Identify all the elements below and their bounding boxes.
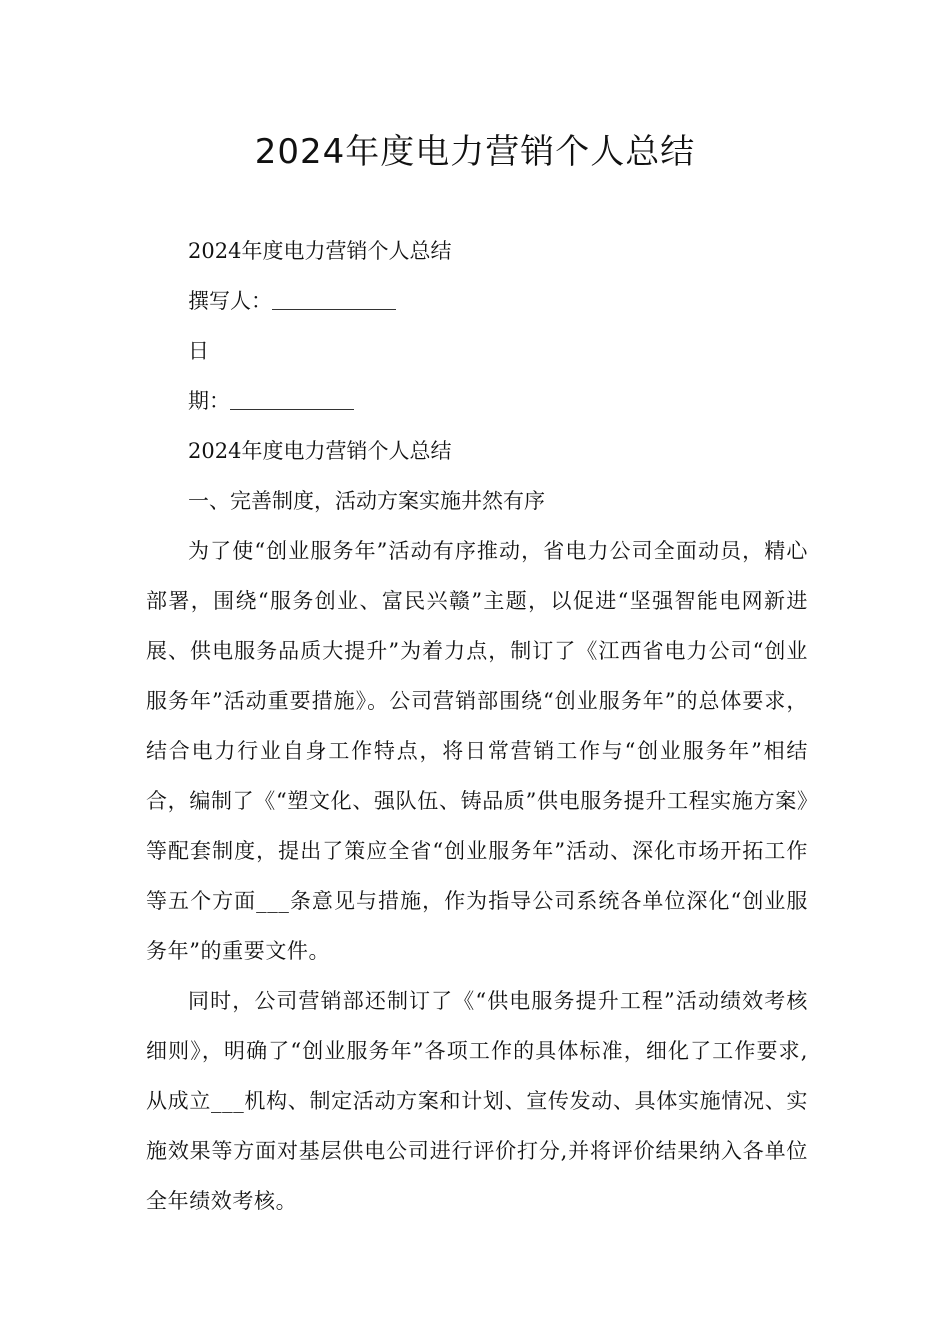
subtitle-line: 2024年度电力营销个人总结 (188, 239, 452, 263)
author-line (146, 276, 808, 326)
repeat-title-line: 2024年度电力营销个人总结 (188, 439, 452, 463)
document-body (146, 226, 808, 1226)
paragraph-2: 同时，公司营销部还制订了《“供电服务提升工程”活动绩效考核细则》，明确了“创业服务年”各项工作的具体标准，细化了工作要求,从成立___机构、制定活动方案和计划、宣传发动、具体实施情况、实施效果等方面对基层供电公司进行评价打分,并将评价结果纳入各单位全年绩效考核。 (146, 989, 808, 1213)
date-blank[interactable] (230, 383, 354, 410)
date-line (146, 376, 808, 426)
date-label: 期： (188, 389, 230, 413)
author-blank[interactable] (272, 283, 396, 310)
document-title: 2024年度电力营销个人总结 (254, 132, 696, 172)
author-label: 撰写人： (188, 289, 272, 313)
date-label-line-1: 日 (188, 339, 209, 363)
section-heading: 一、完善制度，活动方案实施井然有序 (188, 489, 545, 513)
paragraph-1: 为了使“创业服务年”活动有序推动，省电力公司全面动员，精心部署，围绕“服务创业、富民兴赣”主题，以促进“坚强智能电网新进展、供电服务品质大提升”为着力点，制订了《江西省电力公司“创业服务年”活动重要措施》。公司营销部围绕“创业服务年”的总体要求，结合电力行业自身工作特点，将日常营销工作与“创业服务年”相结合，编制了《“塑文化、强队伍、铸品质”供电服务提升工程实施方案》等配套制度，提出了策应全省“创业服务年”活动、深化市场开拓工作等五个方面___条意见与措施，作为指导公司系统各单位深化“创业服务年”的重要文件。 (146, 539, 808, 963)
